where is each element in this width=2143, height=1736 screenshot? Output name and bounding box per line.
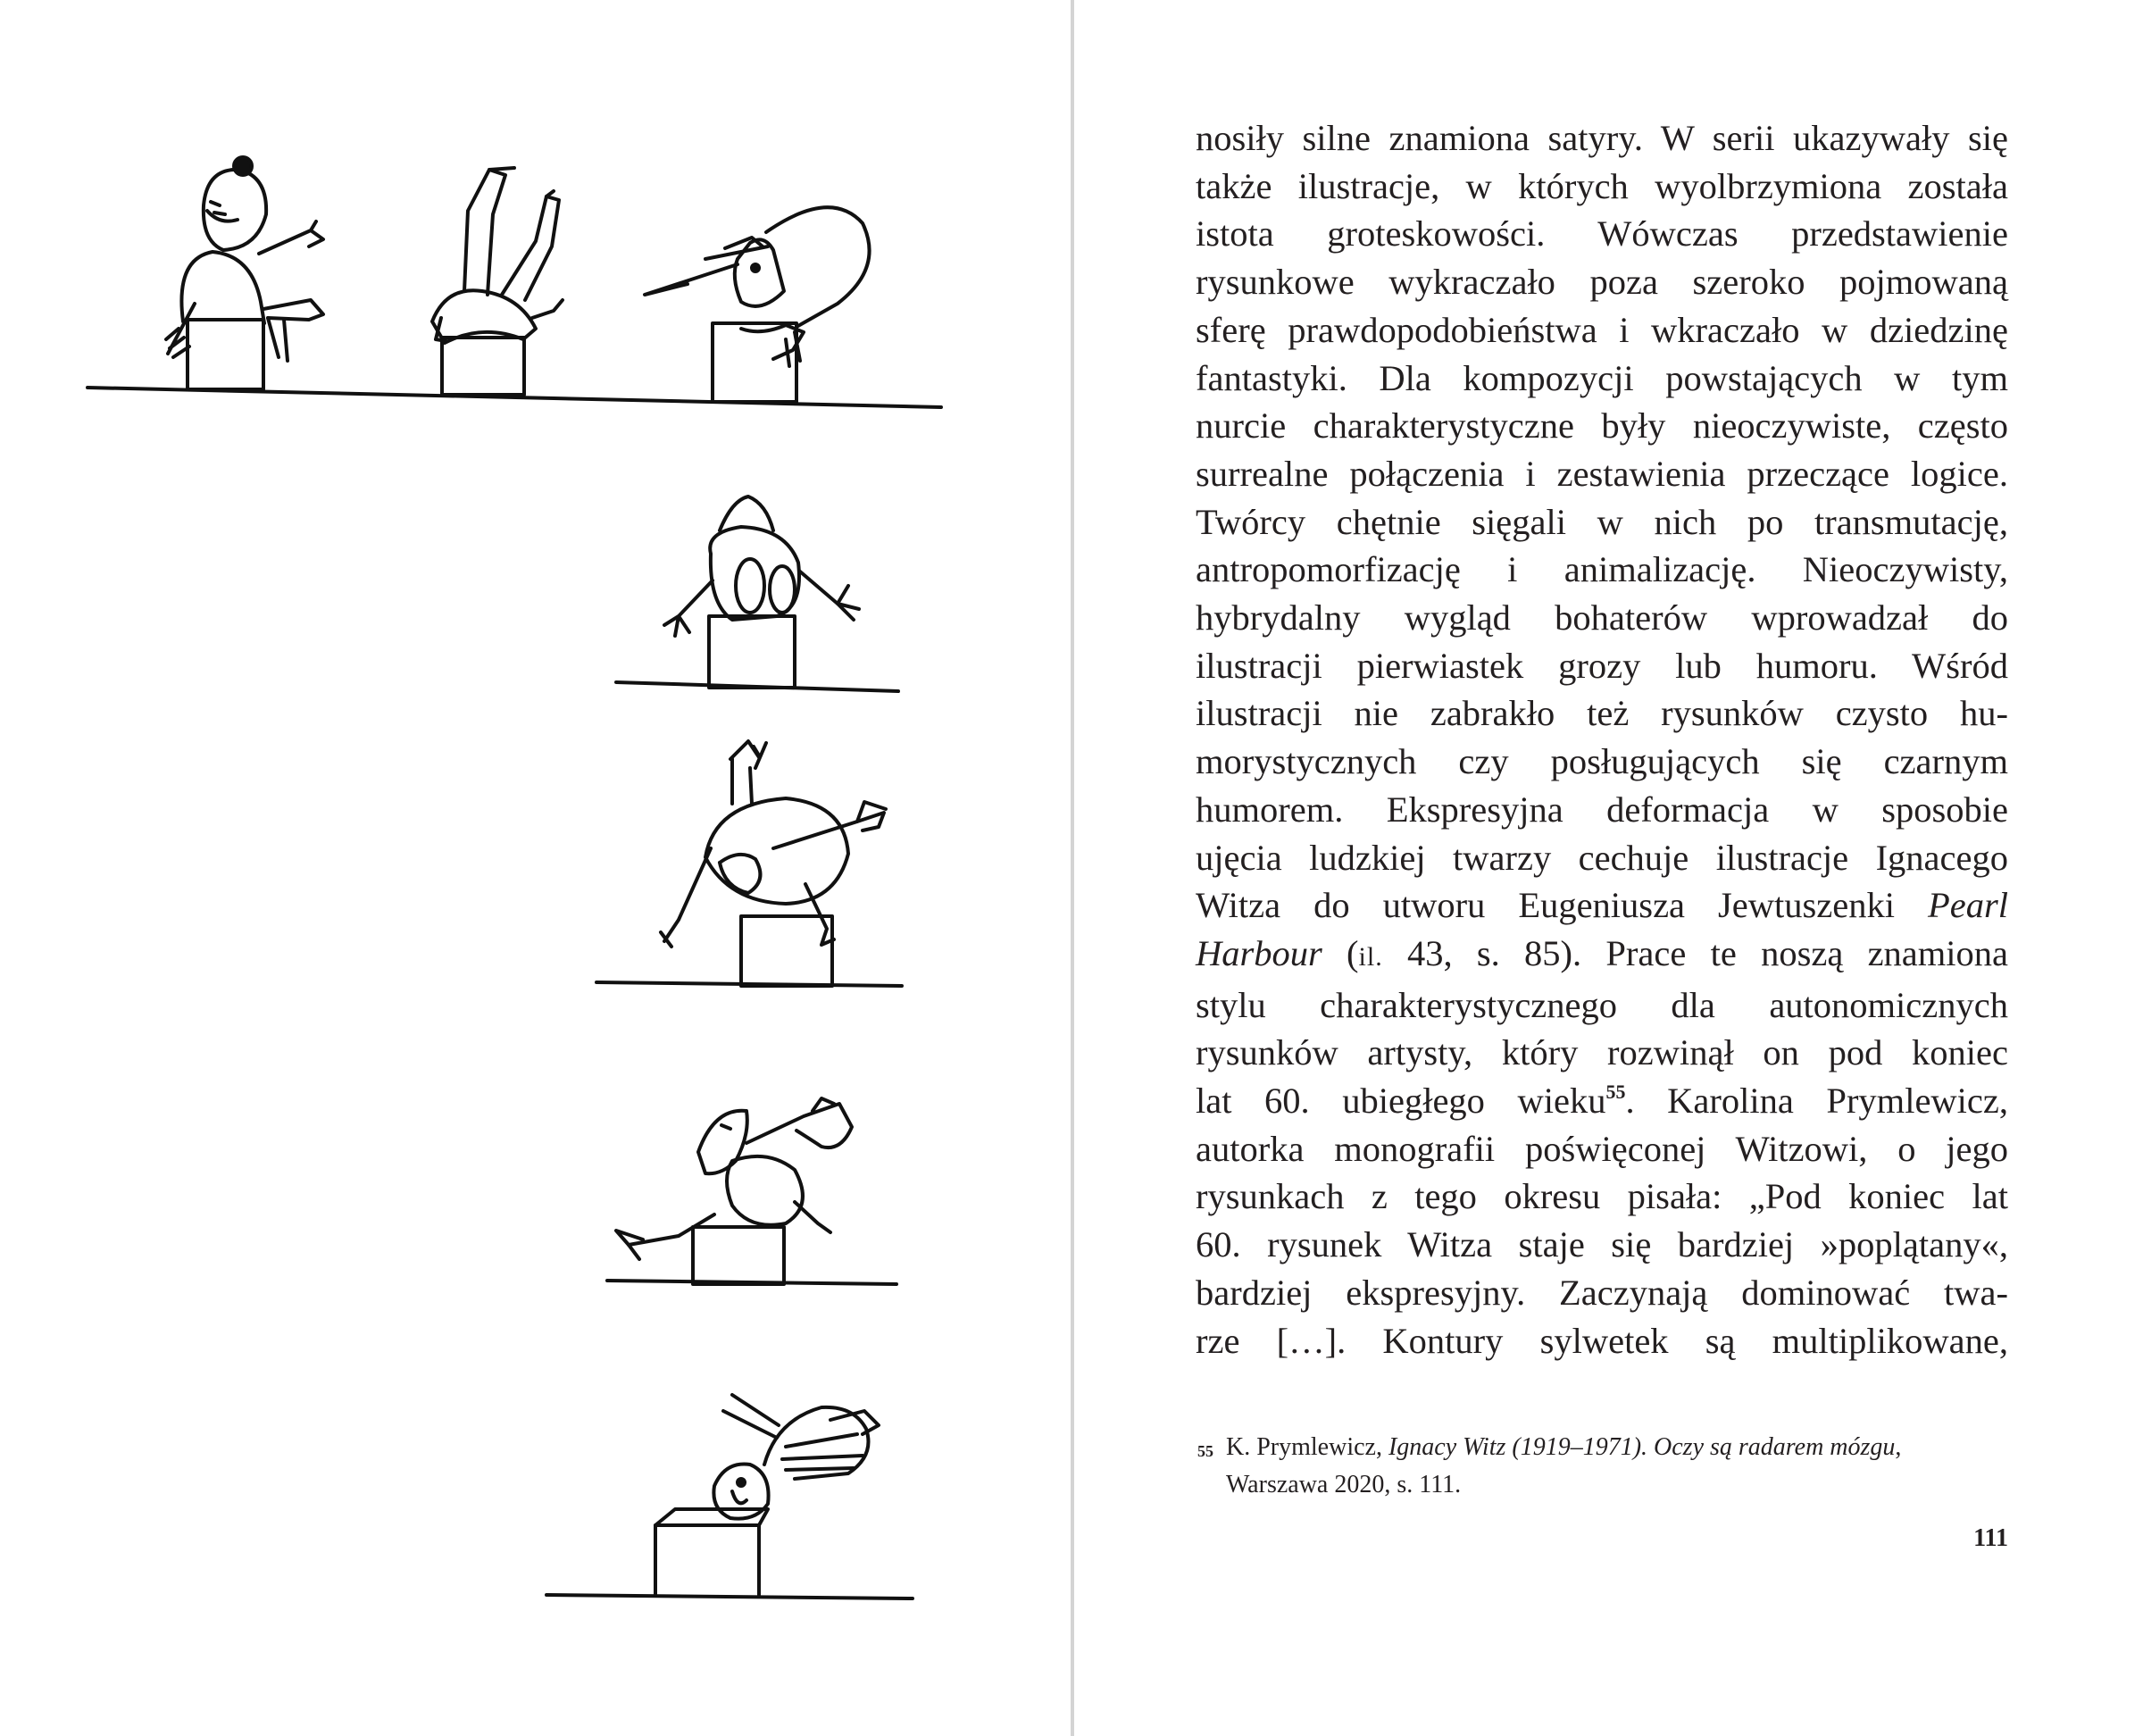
- text-segment: Witza do utworu Eugeniusza Jewtuszenki: [1196, 885, 1895, 926]
- text-line: antropomorfizację i animalizację. Nieoczywisty,: [1196, 549, 2008, 590]
- footnote-number: 55: [1197, 1442, 1213, 1460]
- text-line: humorem. Ekspresyjna deformacja w sposobie: [1196, 789, 2008, 830]
- text-line: nosiły silne znamiona satyry. W serii ukazywały się: [1196, 118, 2008, 158]
- figure-row-3: [596, 741, 902, 986]
- footnote-title: Ignacy Witz (1919–1971). Oczy są radarem mózgu: [1388, 1433, 1896, 1461]
- text-line: ilustracji pierwiastek grozy lub humoru. Wśród: [1196, 645, 2008, 686]
- figure-row-2: [616, 497, 898, 691]
- text-line: [1196, 930, 2008, 981]
- text-line: rysunków artysty, który rozwinął on pod koniec: [1196, 1032, 2008, 1073]
- text-line: także ilustracje, w których wyolbrzymiona została: [1196, 165, 2008, 206]
- figure-long-nose: [645, 207, 870, 402]
- figure-round-head: [166, 157, 323, 389]
- text-line: morystycznych czy posługujących się czarnym: [1196, 741, 2008, 782]
- footnote: [1197, 1429, 2012, 1504]
- text-line: [1196, 881, 2008, 930]
- text-line: bardziej ekspresyjny. Zaczynają dominować twa-: [1196, 1272, 2008, 1313]
- text-line: autorka monografii poświęconej Witzowi, o jego: [1196, 1128, 2008, 1169]
- figure-upside-down: [432, 168, 563, 395]
- body-text: [1196, 114, 2008, 1365]
- figure-row-4: [607, 1098, 896, 1284]
- illustration-ref-label: il.: [1358, 941, 1383, 972]
- text-segment: lat 60. ubiegłego wieku: [1196, 1081, 1606, 1122]
- text-line: sferę prawdopodobieństwa i wkraczało w dziedzinę: [1196, 309, 2008, 350]
- footnote-line: Warszawa 2020, s. 111.: [1226, 1471, 1462, 1498]
- footnote-marker: 55: [1605, 1081, 1626, 1104]
- text-line: Twórcy chętnie sięgali w nich po transmutację,: [1196, 501, 2008, 542]
- italic-title: Pearl: [1928, 885, 2008, 926]
- figure-row-5: [546, 1395, 913, 1598]
- footnote-author: K. Prymlewicz,: [1226, 1433, 1382, 1461]
- footnote-line: [1226, 1429, 2012, 1466]
- left-page: [0, 0, 1071, 1736]
- text-line: rze […]. Kontury sylwetek są multiplikowane,: [1196, 1320, 2008, 1361]
- text-line: surrealne połączenia i zestawienia przeczące logice.: [1196, 453, 2008, 494]
- page-number: 111: [1973, 1524, 2008, 1552]
- illustration-ref-number: 43: [1382, 932, 1444, 973]
- text-line: fantastyki. Dla kompozycji powstających w tym: [1196, 357, 2008, 398]
- footnote-punct: ,: [1895, 1433, 1902, 1461]
- text-line: istota groteskowości. Wówczas przedstawienie: [1196, 213, 2008, 255]
- text-line: rysunkach z tego okresu pisała: „Pod koniec lat: [1196, 1176, 2008, 1217]
- text-line: rysunkowe wykraczało poza szeroko pojmowaną: [1196, 262, 2008, 303]
- figure-row-1: [88, 157, 941, 407]
- right-page: [1074, 0, 2143, 1736]
- text-segment: , s. 85). Prace te noszą znamiona: [1443, 932, 2009, 973]
- text-line: 60. rysunek Witza staje się bardziej »poplątany«,: [1196, 1224, 2008, 1265]
- witz-figures-illustration: [0, 0, 1071, 1736]
- text-line: stylu charakterystycznego dla autonomicznych: [1196, 984, 2008, 1025]
- text-line: nurcie charakterystyczne były nieoczywiste, często: [1196, 405, 2008, 447]
- italic-title: Harbour: [1196, 932, 1322, 973]
- text-line: ujęcia ludzkiej twarzy cechuje ilustracje Ignacego: [1196, 837, 2008, 878]
- text-segment: (: [1322, 932, 1359, 973]
- text-line: [1196, 1077, 2008, 1125]
- text-line: ilustracji nie zabrakło też rysunków czysto hu-: [1196, 693, 2008, 734]
- text-segment: . Karolina Prymlewicz,: [1625, 1081, 2008, 1122]
- text-line: hybrydalny wygląd bohaterów wprowadzał do: [1196, 597, 2008, 638]
